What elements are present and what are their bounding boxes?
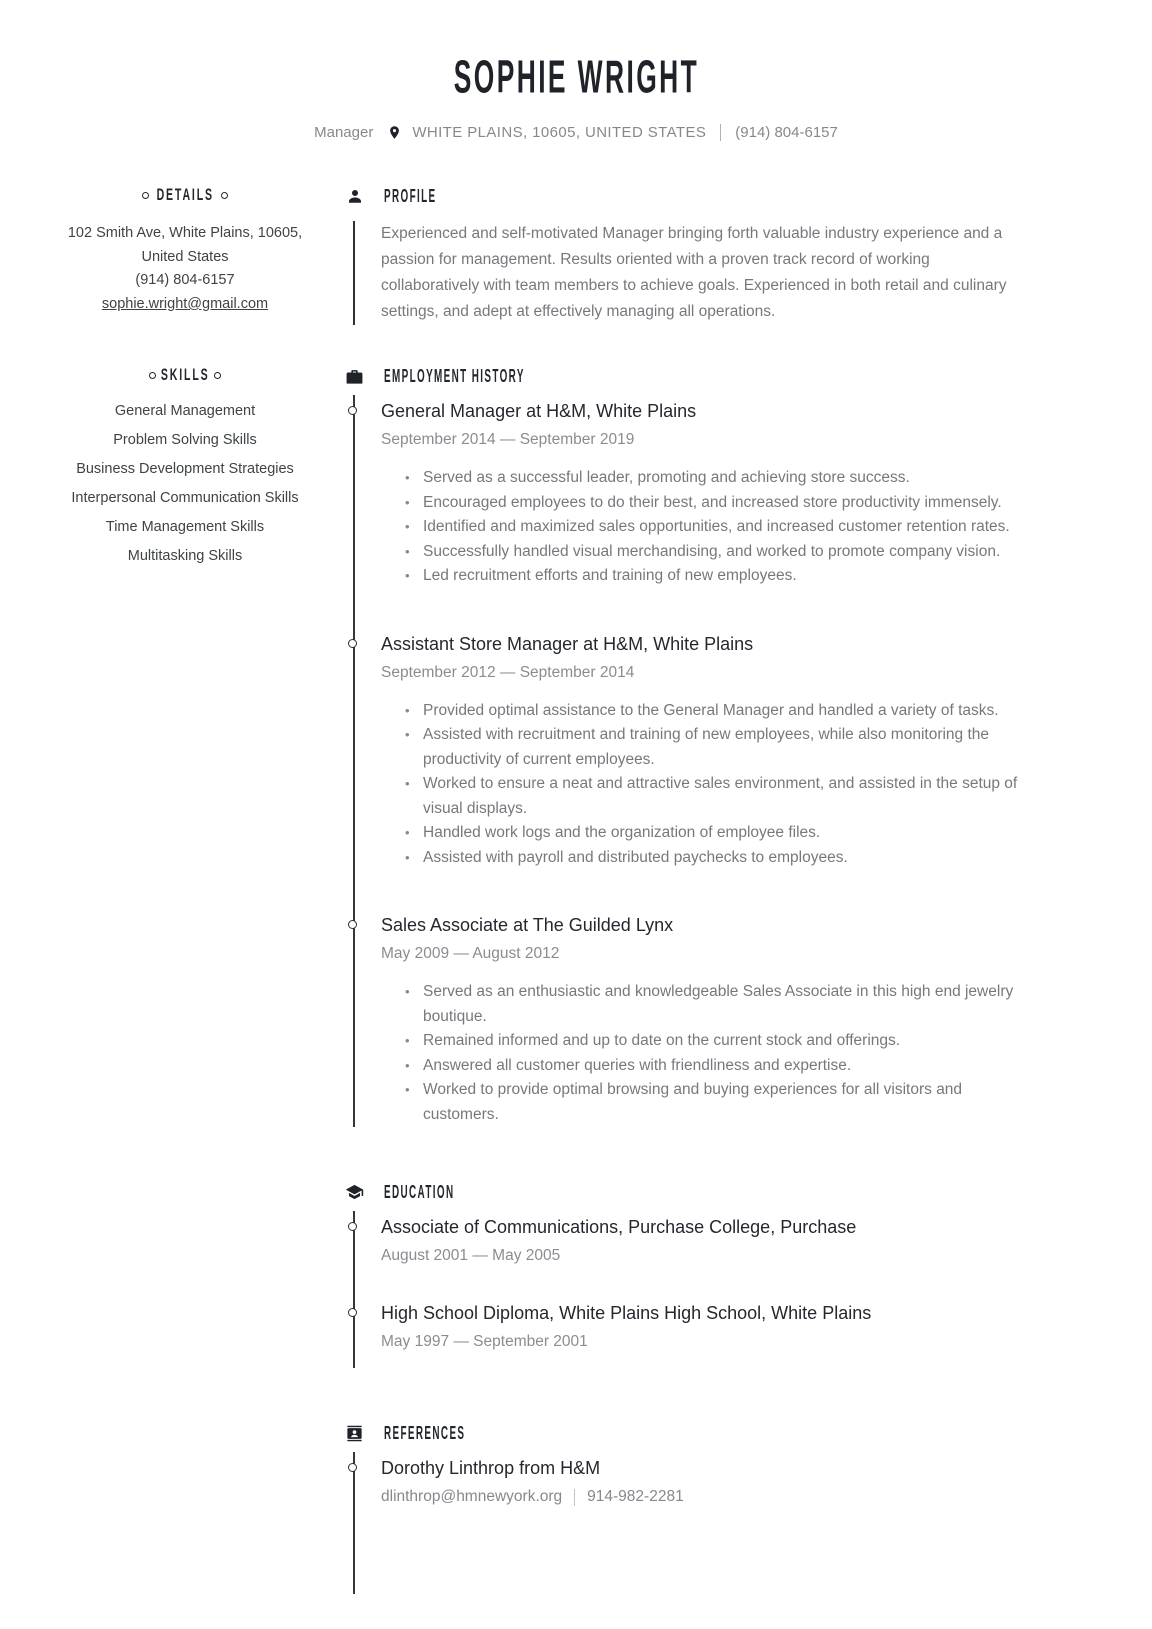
details-title-row — [62, 185, 308, 205]
person-icon — [345, 187, 364, 206]
details-phone: (914) 804-6157 — [135, 272, 235, 289]
job-dates: May 2009 — August 2012 — [381, 945, 560, 963]
skill-item — [62, 460, 308, 478]
job-dates: September 2014 — September 2019 — [381, 431, 635, 449]
location-text: WHITE PLAINS, 10605, UNITED STATES — [412, 124, 707, 142]
email-link[interactable]: sophie.wright@gmail.com — [101, 295, 269, 312]
ring-icon — [142, 192, 149, 199]
bullet-item: • Identified and maximized sales opportunities, and increased customer retention rates. — [381, 515, 1026, 540]
education-entry-dates: August 2001 — May 2005 — [381, 1247, 561, 1265]
bullet-item: • Served as a successful leader, promoting and achieving store success. — [381, 466, 1026, 491]
education-entry-title: Associate of Communications, Purchase College, Purchase — [381, 1217, 857, 1238]
bullet-item: • Worked to ensure a neat and attractive sales environment, and assisted in the setup of visual displays. — [381, 772, 1026, 821]
bullet-item: • Encouraged employees to do their best, and increased store productivity immensely. — [381, 491, 1026, 516]
skills-title-row — [62, 365, 308, 385]
job-entry — [381, 400, 1030, 589]
job-title: Sales Associate at The Guilded Lynx — [381, 915, 674, 936]
skills-title: SKILLS — [160, 365, 210, 385]
skill-item — [62, 431, 308, 449]
education-section — [345, 1181, 1030, 1368]
education-timeline — [353, 1216, 1030, 1368]
job-bullets — [381, 699, 1026, 871]
ring-icon — [214, 372, 221, 379]
profile-header — [345, 185, 1030, 207]
skill-label: Business Development Strategies — [76, 461, 294, 478]
role-label: Manager — [314, 124, 374, 142]
reference-entry — [381, 1457, 1030, 1506]
skill-label: Multitasking Skills — [127, 548, 243, 565]
details-block — [62, 222, 308, 316]
bullet-item: • Handled work logs and the organization of employee files. — [381, 821, 1026, 846]
ring-icon — [149, 372, 156, 379]
header-subline — [0, 124, 1152, 141]
timeline-tail — [381, 1506, 1030, 1594]
skill-label: Interpersonal Communication Skills — [71, 490, 299, 507]
skills-section — [62, 365, 308, 565]
reference-phone: 914-982-2281 — [587, 1488, 684, 1506]
skill-label: General Management — [114, 403, 256, 420]
timeline-dot-icon — [348, 1308, 357, 1317]
profile-title: PROFILE — [384, 185, 437, 206]
education-entry — [381, 1216, 1030, 1266]
bullet-item: • Answered all customer queries with friendliness and expertise. — [381, 1054, 1026, 1079]
details-section — [62, 185, 308, 316]
details-title: DETAILS — [156, 185, 214, 205]
timeline-dot-icon — [348, 406, 357, 415]
timeline-dot-icon — [348, 639, 357, 648]
education-title: EDUCATION — [384, 1181, 455, 1202]
employment-header — [345, 365, 1030, 387]
skills-list — [62, 402, 308, 565]
location-pin-icon — [387, 125, 402, 140]
skill-item — [62, 518, 308, 536]
header-divider — [720, 124, 721, 141]
skill-item — [62, 547, 308, 565]
contact-divider — [574, 1489, 575, 1506]
address-line: 102 Smith Ave, White Plains, 10605, — [67, 225, 303, 242]
references-section — [345, 1422, 1030, 1594]
bullet-item: • Led recruitment efforts and training of new employees. — [381, 564, 1026, 589]
job-bullets — [381, 466, 1026, 589]
education-entry-dates: May 1997 — September 2001 — [381, 1333, 588, 1351]
skill-item — [62, 402, 308, 420]
profile-text: Experienced and self-motivated Manager bringing forth valuable industry experience and a passion for management. Results oriented with a proven track record of working collaboratively with team members to achieve goals. Experienced in both retail and culinary settings, and adept at effectively managing all operations. — [353, 221, 1030, 325]
resume-header — [0, 0, 1152, 141]
job-entry — [381, 633, 1030, 871]
education-entry-title: High School Diploma, White Plains High School, White Plains — [381, 1303, 872, 1324]
sidebar — [62, 185, 308, 1594]
briefcase-icon — [345, 367, 364, 386]
bullet-item: • Served as an enthusiastic and knowledgeable Sales Associate in this high end jewelry boutique. — [381, 980, 1026, 1029]
job-entry — [381, 914, 1030, 1127]
reference-contact — [381, 1488, 1030, 1506]
references-timeline — [353, 1457, 1030, 1594]
bullet-item: • Provided optimal assistance to the General Manager and handled a variety of tasks. — [381, 699, 1026, 724]
phone-text: (914) 804-6157 — [735, 124, 838, 142]
address-line: United States — [141, 248, 229, 265]
graduation-cap-icon — [345, 1183, 364, 1202]
job-bullets — [381, 980, 1026, 1127]
employment-title: EMPLOYMENT HISTORY — [384, 365, 525, 386]
page-title: SOPHIE WRIGHT — [453, 51, 699, 104]
references-header — [345, 1422, 1030, 1444]
bullet-item: • Assisted with payroll and distributed paychecks to employees. — [381, 846, 1026, 871]
timeline-dot-icon — [348, 920, 357, 929]
reference-name: Dorothy Linthrop from H&M — [381, 1458, 601, 1479]
job-dates: September 2012 — September 2014 — [381, 663, 635, 681]
timeline-dot-icon — [348, 1463, 357, 1472]
profile-section — [345, 185, 1030, 325]
timeline-dot-icon — [348, 1222, 357, 1231]
reference-email: dlinthrop@hmnewyork.org — [381, 1488, 563, 1506]
bullet-item: • Successfully handled visual merchandising, and worked to promote company vision. — [381, 540, 1026, 565]
content-columns — [0, 185, 1152, 1594]
skill-item — [62, 489, 308, 507]
contact-card-icon — [345, 1424, 364, 1443]
skill-label: Time Management Skills — [105, 519, 265, 536]
main-column — [345, 185, 1030, 1594]
education-entry — [381, 1302, 1030, 1352]
employment-timeline — [353, 400, 1030, 1127]
references-title: REFERENCES — [384, 1422, 466, 1443]
employment-section — [345, 365, 1030, 1127]
ring-icon — [221, 192, 228, 199]
job-title: Assistant Store Manager at H&M, White Plains — [381, 633, 754, 654]
bullet-item: • Worked to provide optimal browsing and buying experiences for all visitors and customers. — [381, 1078, 1026, 1127]
bullet-item: • Remained informed and up to date on the current stock and offerings. — [381, 1029, 1026, 1054]
education-header — [345, 1181, 1030, 1203]
skill-label: Problem Solving Skills — [113, 432, 257, 449]
job-title: General Manager at H&M, White Plains — [381, 401, 697, 422]
bullet-item: • Assisted with recruitment and training of new employees, while also monitoring the productivity of current employees. — [381, 723, 1026, 772]
